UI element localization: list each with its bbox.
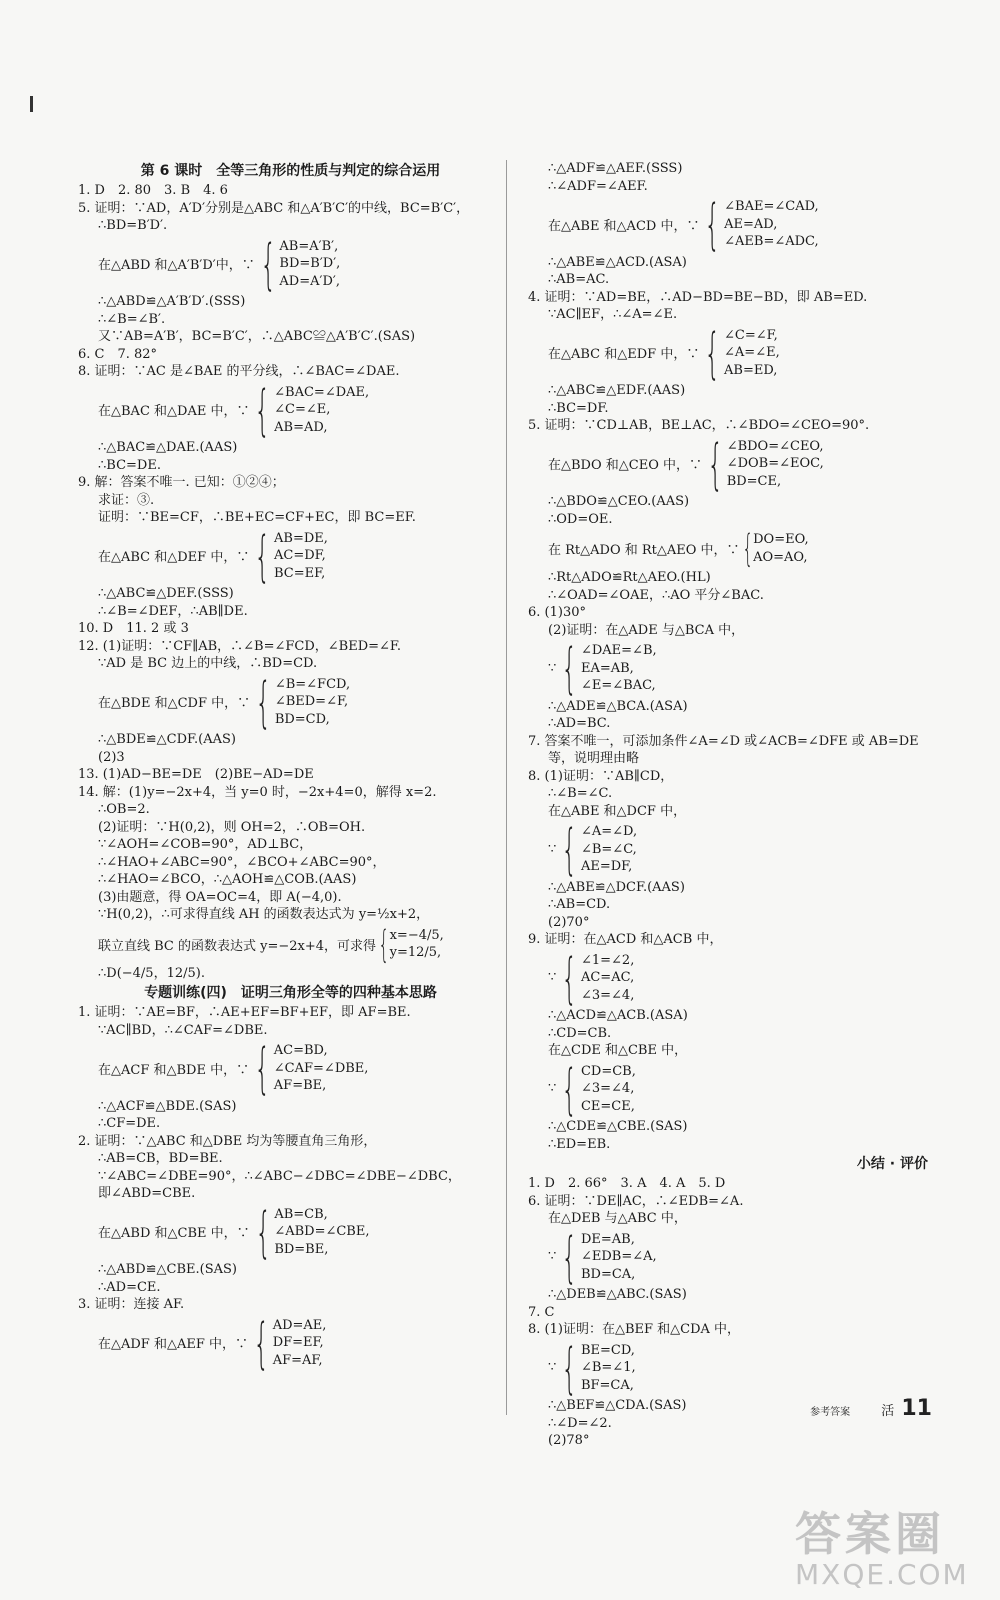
text-line: ∴CF=DE. xyxy=(98,1116,161,1131)
footer-prefix: 活 xyxy=(881,1404,895,1419)
system-prefix: ∵ xyxy=(548,970,557,986)
right-column xyxy=(528,160,953,1450)
text-line: ∴AB=AC. xyxy=(548,272,610,287)
system-prefix: 在△ABE 和△ACD 中，∵ xyxy=(548,218,700,234)
text-line: 13. (1)AD−BE=DE (2)BE−AD=DE xyxy=(78,767,314,782)
system-rows xyxy=(274,384,369,437)
text-line: (3)由题意，得 OA=OC=4，即 A(−4,0). xyxy=(98,889,342,905)
text-line: 即∠ABD=CBE. xyxy=(98,1186,196,1201)
text-line: ∴△BAC≌△DAE.(AAS) xyxy=(98,440,238,455)
system-rows xyxy=(273,1317,327,1370)
text-line: 8. 证明：∵AC 是∠BAE 的平分线，∴∠BAC=∠DAE. xyxy=(78,364,400,379)
system-rows xyxy=(724,327,780,380)
brace-icon: { xyxy=(254,377,271,442)
system-prefix: 在△ABC 和△EDF 中，∵ xyxy=(548,347,700,363)
text-line: ∴∠HAO=∠BCO，∴△AOH≌△COB.(AAS) xyxy=(98,872,357,887)
system-prefix: 在△BDE 和△CDF 中，∵ xyxy=(98,696,251,712)
system-prefix: 在△BAC 和△DAE 中，∵ xyxy=(98,404,250,420)
system-row: AB=AD, xyxy=(274,419,328,435)
text-line: 6. 证明：∵DE∥AC，∴∠EDB=∠A. xyxy=(528,1193,744,1209)
equation-system xyxy=(98,1310,503,1375)
system-row: AO=AO, xyxy=(753,549,808,565)
system-row: ∠3=∠4, xyxy=(580,1081,635,1096)
text-line: ∴△ABC≌△DEF.(SSS) xyxy=(98,586,234,601)
system-prefix: 在△ACF 和△BDE 中，∵ xyxy=(98,1062,250,1078)
text-line: 10. D 11. 2 或 3 xyxy=(78,621,189,636)
system-prefix: 在△ADF 和△AEF 中，∵ xyxy=(98,1337,248,1353)
text-line: 1. D 2. 80 3. B 4. 6 xyxy=(78,183,228,198)
system-row: ∠BED=∠F, xyxy=(274,694,349,709)
section-heading: 小结 · 评价 xyxy=(856,1156,928,1172)
brace-icon: { xyxy=(255,1199,271,1264)
system-row: ∠1=∠2, xyxy=(580,952,635,968)
system-prefix: ∵ xyxy=(548,1081,557,1097)
brace-icon: { xyxy=(704,320,721,385)
equation-system xyxy=(548,1056,953,1121)
text-line: ∴△ADF≌△AEF.(SSS) xyxy=(548,161,683,176)
equation-system xyxy=(548,431,953,496)
brace-icon: { xyxy=(561,1056,578,1121)
system-row: AB=DE, xyxy=(274,530,328,546)
system-row: ∠CAF=∠DBE, xyxy=(273,1060,369,1076)
text-line: ∴∠B=∠B′. xyxy=(98,311,166,327)
brace-icon: { xyxy=(707,431,724,496)
text-line: 证明：∵BE=CF，∴BE+EC=CF+EC，即 BC=EF. xyxy=(98,510,416,525)
equation-system xyxy=(548,1335,953,1400)
text-line: 在△CDE 和△CBE 中， xyxy=(548,1043,688,1058)
system-rows xyxy=(581,1342,636,1395)
watermark-top: 答案圈 xyxy=(795,1507,945,1561)
system-rows xyxy=(581,642,657,695)
text-line: 等，说明理由略 xyxy=(548,751,640,766)
text-line: 又∵AB=A′B′，BC=B′C′，∴△ABC≌△A′B′C′.(SAS) xyxy=(98,329,416,344)
system-row: x=−4/5, xyxy=(389,927,444,943)
system-row: AB=ED, xyxy=(724,362,778,378)
column-divider xyxy=(506,160,507,1415)
text-line: ∴BD=B′D′. xyxy=(98,218,168,233)
system-row: ∠A=∠D, xyxy=(580,824,638,839)
equation-system xyxy=(98,523,503,588)
brace-icon: { xyxy=(254,523,271,588)
system-row: ∠ABD=∠CBE, xyxy=(274,1224,370,1239)
equation-system xyxy=(548,817,953,881)
brace-icon: { xyxy=(561,1224,578,1289)
system-row: BD=B′D′, xyxy=(279,256,341,271)
brace-icon: { xyxy=(561,945,578,1010)
text-line: 2. 证明：∵△ABC 和△DBE 均为等腰直角三角形， xyxy=(78,1133,377,1149)
text-line: ∵∠AOH=∠COB=90°，AD⊥BC， xyxy=(98,837,313,852)
system-row: AB=CB, xyxy=(274,1206,328,1222)
text-line: ∴CD=CB. xyxy=(548,1025,612,1041)
brace-icon: { xyxy=(561,817,578,881)
system-row: ∠B=∠C, xyxy=(580,841,637,857)
system-rows xyxy=(727,438,824,491)
system-row: ∠DAE=∠B, xyxy=(580,643,657,658)
text-line: ∴AB=CD. xyxy=(548,897,611,912)
system-row: ∠C=∠F, xyxy=(724,327,778,343)
equation-system xyxy=(548,636,953,700)
system-row: ∠B=∠FCD, xyxy=(274,676,351,692)
text-line: 5. 证明：∵AD，A′D′分别是△ABC 和△A′B′C′的中线，BC=B′C′， xyxy=(78,200,470,216)
text-line: ∴AB=CB，BD=BE. xyxy=(98,1151,223,1166)
text-line: ∴△ABC≌△EDF.(AAS) xyxy=(548,383,686,398)
text-line: ∴△ADE≌△BCA.(ASA) xyxy=(548,698,688,714)
brace-icon: { xyxy=(742,527,753,570)
text-line: ∴Rt△ADO≌Rt△AEO.(HL) xyxy=(548,570,711,585)
system-prefix: 联立直线 BC 的函数表达式 y=−2x+4，可求得 xyxy=(98,938,377,954)
text-line: ∴△ABE≌△ACD.(ASA) xyxy=(548,254,687,270)
system-row: ∠C=∠E, xyxy=(274,402,331,417)
text-line: ∴BC=DF. xyxy=(548,400,609,416)
brace-icon: { xyxy=(255,669,272,734)
system-row: AD=AE, xyxy=(272,1317,327,1333)
brace-icon: { xyxy=(561,636,578,700)
system-rows xyxy=(753,531,809,566)
text-line: (2)证明：∵H(0,2)，则 OH=2，∴OB=OH. xyxy=(98,819,366,835)
section-heading: 专题训练(四) 证明三角形全等的四种基本思路 xyxy=(144,985,437,1001)
system-prefix: ∵ xyxy=(548,1360,557,1376)
system-row: ∠DOB=∠EOC, xyxy=(726,456,824,471)
brace-icon: { xyxy=(260,231,276,296)
text-line: 9. 解：答案不唯一. 已知：①②④； xyxy=(78,475,285,490)
text-line: 8. (1)证明：∵AB∥CD， xyxy=(528,768,674,784)
text-line: 6. C 7. 82° xyxy=(78,346,158,362)
system-row: CE=CE, xyxy=(580,1098,635,1114)
text-line: ∴△ACD≌△ACB.(ASA) xyxy=(548,1008,688,1023)
system-row: AC=AC, xyxy=(580,970,635,985)
text-line: (2)3 xyxy=(98,749,125,765)
system-prefix: 在△ABC 和△DEF 中，∵ xyxy=(98,550,250,566)
text-line: ∴BC=DE. xyxy=(98,457,161,473)
system-row: y=12/5, xyxy=(389,945,442,960)
system-row: DE=AB, xyxy=(580,1231,635,1247)
system-rows xyxy=(274,530,328,583)
system-rows xyxy=(390,927,444,962)
text-line: ∴△CDE≌△CBE.(SAS) xyxy=(548,1119,688,1134)
system-rows xyxy=(581,1063,636,1116)
system-row: ∠B=∠1, xyxy=(580,1360,636,1375)
equation-system xyxy=(98,377,503,442)
text-line: 4. 证明：∵AD=BE，∴AD−BD=BE−BD，即 AB=ED. xyxy=(528,289,868,305)
system-row: BC=EF, xyxy=(274,565,326,581)
text-line: ∵AD 是 BC 边上的中线，∴BD=CD. xyxy=(98,656,318,671)
system-row: DF=EF, xyxy=(272,1335,324,1350)
system-row: AF=AF, xyxy=(272,1352,323,1368)
text-line: ∴△ABE≌△DCF.(AAS) xyxy=(548,879,685,895)
page-footer xyxy=(810,1396,932,1421)
scan-mark xyxy=(30,96,33,112)
text-line: ∵∠ABC=∠DBE=90°，∴∠ABC−∠DBC=∠DBE−∠DBC， xyxy=(98,1168,461,1184)
text-line: 在△DEB 与△ABC 中， xyxy=(548,1211,687,1226)
text-line: 7. C xyxy=(528,1304,555,1320)
system-rows xyxy=(275,676,350,729)
system-row: AD=A′D′, xyxy=(279,273,340,289)
watermark-logo xyxy=(795,1498,969,1591)
system-row: EA=AB, xyxy=(580,660,634,676)
system-row: AF=BE, xyxy=(273,1078,327,1093)
equation-system xyxy=(98,669,503,734)
equation-system xyxy=(548,192,953,256)
text-line: ∴OD=OE. xyxy=(548,511,613,527)
system-row: ∠BDO=∠CEO, xyxy=(726,438,824,454)
system-prefix: ∵ xyxy=(548,660,557,676)
system-row: ∠EDB=∠A, xyxy=(580,1249,657,1264)
text-line: ∴AD=BC. xyxy=(548,716,611,731)
system-row: AE=DF, xyxy=(580,859,633,874)
system-prefix: 在△ABD 和△A′B′D′中，∵ xyxy=(98,258,255,274)
system-row: ∠3=∠4, xyxy=(580,987,635,1003)
text-line: (2)证明：在△ADE 与△BCA 中， xyxy=(548,622,745,638)
text-line: ∵H(0,2)，∴可求得直线 AH 的函数表达式为 y=½x+2， xyxy=(98,907,430,922)
system-row: CD=CB, xyxy=(580,1063,636,1079)
brace-icon: { xyxy=(378,922,390,966)
equation-system xyxy=(548,320,953,385)
text-line: ∴OB=2. xyxy=(98,802,150,817)
system-row: DO=EO, xyxy=(753,532,809,547)
text-line: 12. (1)证明：∵CF∥AB，∴∠B=∠FCD，∠BED=∠F. xyxy=(78,638,402,654)
system-rows xyxy=(279,238,340,291)
system-row: ∠A=∠E, xyxy=(724,345,780,360)
text-line: ∴∠B=∠DEF，∴AB∥DE. xyxy=(98,603,248,619)
text-line: 8. (1)证明：在△BEF 和△CDA 中， xyxy=(528,1322,741,1337)
text-line: ∵AC∥BD，∴∠CAF=∠DBE. xyxy=(98,1022,268,1038)
system-row: ∠BAE=∠CAD, xyxy=(724,199,819,214)
text-line: ∴AD=CE. xyxy=(98,1279,161,1295)
equation-system xyxy=(548,528,953,569)
text-line: ∴D(−4/5，12/5). xyxy=(98,965,205,981)
watermark-bottom: MXQE.COM xyxy=(795,1558,969,1591)
text-line: 1. 证明：∵AE=BF，∴AE+EF=BF+EF，即 AF=BE. xyxy=(78,1005,411,1020)
system-row: BE=CD, xyxy=(580,1342,635,1358)
system-rows xyxy=(581,823,637,876)
system-row: AC=BD, xyxy=(273,1043,328,1058)
system-prefix: 在 Rt△ADO 和 Rt△AEO 中，∵ xyxy=(548,543,740,558)
text-line: (2)70° xyxy=(548,914,590,930)
text-line: ∴∠B=∠C. xyxy=(548,786,613,801)
system-prefix: 在△ABD 和△CBE 中，∵ xyxy=(98,1226,250,1242)
equation-system xyxy=(98,924,503,965)
text-line: 求证：③. xyxy=(98,492,155,508)
system-row: AB=A′B′, xyxy=(279,238,339,254)
system-rows xyxy=(581,1231,657,1284)
text-line: ∴△ABD≌△A′B′D′.(SSS) xyxy=(98,294,246,309)
equation-system xyxy=(98,1199,503,1264)
left-column xyxy=(78,160,503,1375)
text-line: 14. 解：(1)y=−2x+4，当 y=0 时，−2x+4=0，解得 x=2. xyxy=(78,784,437,800)
text-line: ∴∠D=∠2. xyxy=(548,1415,612,1431)
section-heading: 第 6 课时 全等三角形的性质与判定的综合运用 xyxy=(140,163,441,179)
text-line: (2)78° xyxy=(548,1433,590,1448)
text-line: ∴∠OAD=∠OAE，∴AO 平分∠BAC. xyxy=(548,587,764,603)
system-rows xyxy=(724,198,819,251)
system-rows xyxy=(274,1042,369,1095)
text-line: 3. 证明：连接 AF. xyxy=(78,1297,185,1312)
text-line: ∴△BDE≌△CDF.(AAS) xyxy=(98,732,236,747)
system-row: ∠AEB=∠ADC, xyxy=(724,234,819,249)
text-line: 1. D 2. 66° 3. A 4. A 5. D xyxy=(528,1176,726,1191)
text-line: ∴∠ADF=∠AEF. xyxy=(548,178,648,194)
text-line: 6. (1)30° xyxy=(528,605,586,620)
system-row: BD=CA, xyxy=(580,1266,636,1282)
text-line: ∵AC∥EF，∴∠A=∠E. xyxy=(548,307,678,322)
brace-icon: { xyxy=(254,1036,271,1100)
system-rows xyxy=(581,952,634,1005)
system-row: AE=AD, xyxy=(724,216,778,232)
system-rows xyxy=(274,1206,369,1259)
text-line: ∴△DEB≌△ABC.(SAS) xyxy=(548,1287,687,1302)
system-row: ∠BAC=∠DAE, xyxy=(274,384,370,400)
text-line: ∴∠HAO+∠ABC=90°，∠BCO+∠ABC=90°， xyxy=(98,854,386,870)
system-row: BD=CD, xyxy=(274,711,330,727)
footer-label: 参考答案 xyxy=(810,1407,851,1418)
brace-icon: { xyxy=(561,1335,578,1400)
text-line: ∴△BDO≌△CEO.(AAS) xyxy=(548,494,690,509)
brace-icon: { xyxy=(704,192,721,256)
brace-icon: { xyxy=(253,1310,270,1375)
text-line: 9. 证明：在△ACD 和△ACB 中， xyxy=(528,932,723,947)
equation-system xyxy=(98,1036,503,1100)
page-number: 11 xyxy=(901,1396,932,1421)
equation-system xyxy=(98,231,503,296)
system-row: AC=DF, xyxy=(274,548,326,563)
text-line: 5. 证明：∵CD⊥AB，BE⊥AC，∴∠BDO=∠CEO=90°. xyxy=(528,418,870,433)
text-line: ∴△ABD≌△CBE.(SAS) xyxy=(98,1262,237,1277)
system-prefix: 在△BDO 和△CEO 中，∵ xyxy=(548,458,702,474)
equation-system xyxy=(548,945,953,1010)
system-row: BD=CE, xyxy=(726,473,782,489)
text-line: ∴△ACF≌△BDE.(SAS) xyxy=(98,1098,237,1114)
system-row: ∠E=∠BAC, xyxy=(580,678,656,693)
system-prefix: ∵ xyxy=(548,841,557,857)
system-row: BD=BE, xyxy=(274,1241,329,1257)
text-line: 7. 答案不唯一，可添加条件∠A=∠D 或∠ACB=∠DFE 或 AB=DE xyxy=(528,733,919,749)
system-row: BF=CA, xyxy=(580,1377,634,1393)
text-line: ∴ED=EB. xyxy=(548,1136,611,1152)
equation-system xyxy=(548,1224,953,1289)
text-line: ∴△BEF≌△CDA.(SAS) xyxy=(548,1398,687,1413)
system-prefix: ∵ xyxy=(548,1249,557,1265)
text-line: 在△ABE 和△DCF 中， xyxy=(548,803,687,819)
